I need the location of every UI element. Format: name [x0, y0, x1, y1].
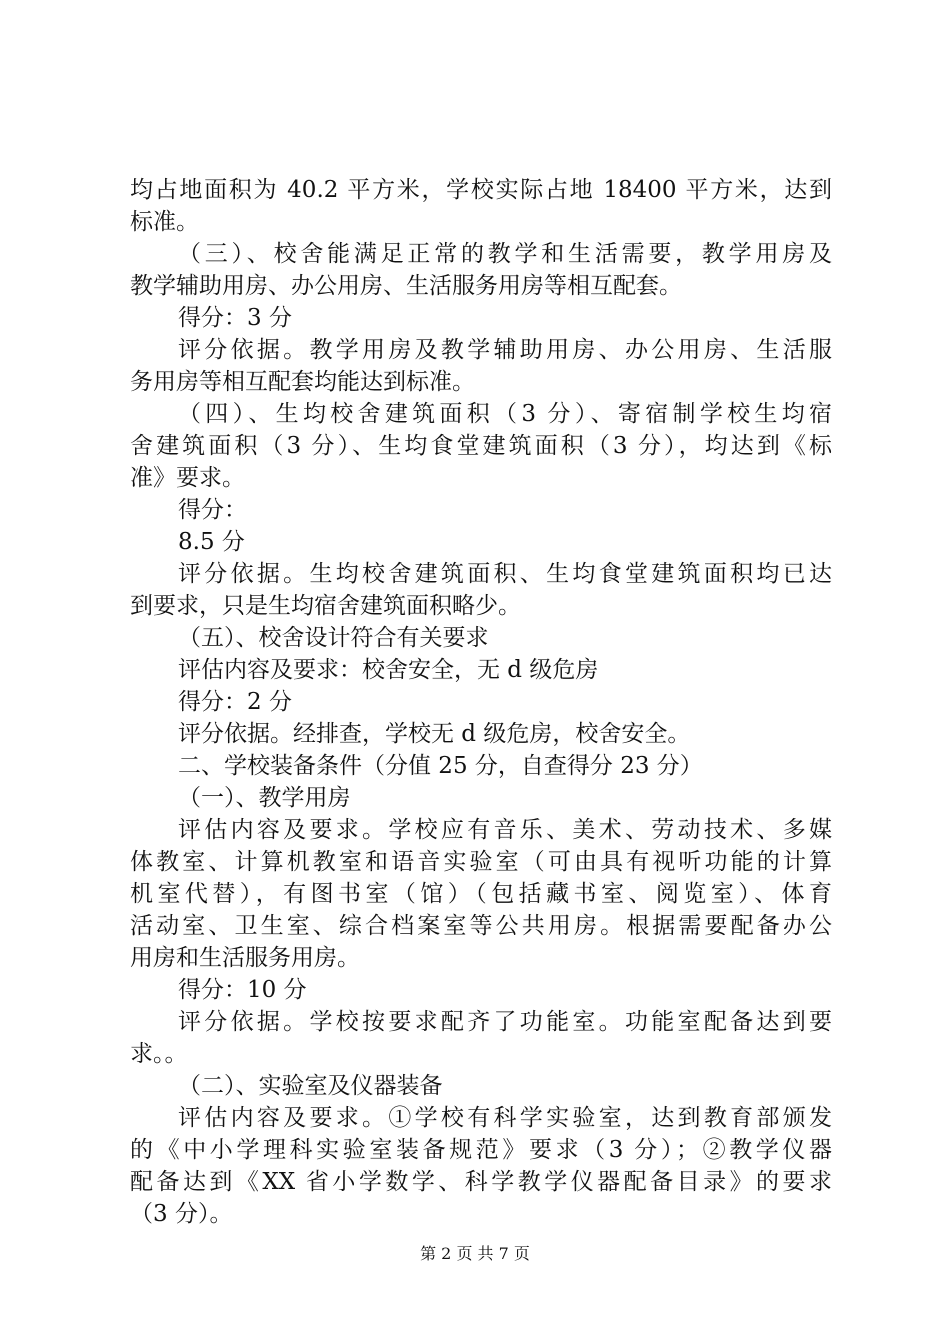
- text-line: 舍建筑面积（3 分）、生均食堂建筑面积（3 分），均达到《标: [130, 433, 832, 459]
- score-line: 得分：: [178, 497, 247, 523]
- score-line: 得分：3 分: [178, 305, 292, 331]
- text-line: （3 分）。: [130, 1201, 233, 1227]
- score-line: 得分：2 分: [178, 689, 292, 715]
- text-line: 机室代替），有图书室（馆）（包括藏书室、阅览室）、体育: [130, 881, 832, 907]
- document-body: [130, 174, 832, 1230]
- text-line: 的《中小学理科实验室装备规范》要求（3 分）；②教学仪器: [130, 1137, 832, 1163]
- text-line: 教学辅助用房、办公用房、生活服务用房等相互配套。: [130, 273, 682, 299]
- text-line: 标准。: [130, 209, 199, 235]
- text-line: 求。。: [130, 1041, 188, 1067]
- text-line: 务用房等相互配套均能达到标准。: [130, 369, 475, 395]
- score-value: 8.5 分: [178, 529, 245, 555]
- requirement-line: 评估内容及要求：校舍安全，无 d 级危房: [178, 657, 599, 683]
- basis-line: 评分依据。经排查，学校无 d 级危房，校舍安全。: [178, 721, 691, 747]
- page-number-footer: 第 2 页 共 7 页: [420, 1244, 530, 1263]
- section-heading: （四）、生均校舍建筑面积（3 分）、寄宿制学校生均宿: [178, 401, 832, 427]
- basis-line: 评分依据。学校按要求配齐了功能室。功能室配备达到要: [178, 1009, 832, 1035]
- requirement-line: 评估内容及要求。①学校有科学实验室，达到教育部颁发: [178, 1105, 832, 1131]
- requirement-line: 评估内容及要求。学校应有音乐、美术、劳动技术、多媒: [178, 817, 832, 843]
- text-line: 配备达到《XX 省小学数学、科学教学仪器配备目录》的要求: [130, 1169, 832, 1195]
- text-line: 用房和生活服务用房。: [130, 945, 360, 971]
- text-line: 体教室、计算机教室和语音实验室（可由具有视听功能的计算: [130, 849, 832, 875]
- basis-line: 评分依据。教学用房及教学辅助用房、办公用房、生活服: [178, 337, 832, 363]
- text-line: 活动室、卫生室、综合档案室等公共用房。根据需要配备办公: [130, 913, 832, 939]
- text-line: 到要求，只是生均宿舍建筑面积略少。: [130, 593, 521, 619]
- section-heading: （二）、实验室及仪器装备: [178, 1073, 443, 1099]
- score-line: 得分：10 分: [178, 977, 307, 1003]
- section-heading: （五）、校舍设计符合有关要求: [178, 625, 489, 651]
- text-line: 均占地面积为 40.2 平方米，学校实际占地 18400 平方米，达到: [130, 177, 832, 203]
- chapter-heading: 二、学校装备条件（分值 25 分，自查得分 23 分）: [178, 753, 703, 779]
- text-line: 准》要求。: [130, 465, 245, 491]
- section-heading: （三）、校舍能满足正常的教学和生活需要，教学用房及: [178, 241, 832, 267]
- section-heading: （一）、教学用房: [178, 785, 351, 811]
- basis-line: 评分依据。生均校舍建筑面积、生均食堂建筑面积均已达: [178, 561, 832, 587]
